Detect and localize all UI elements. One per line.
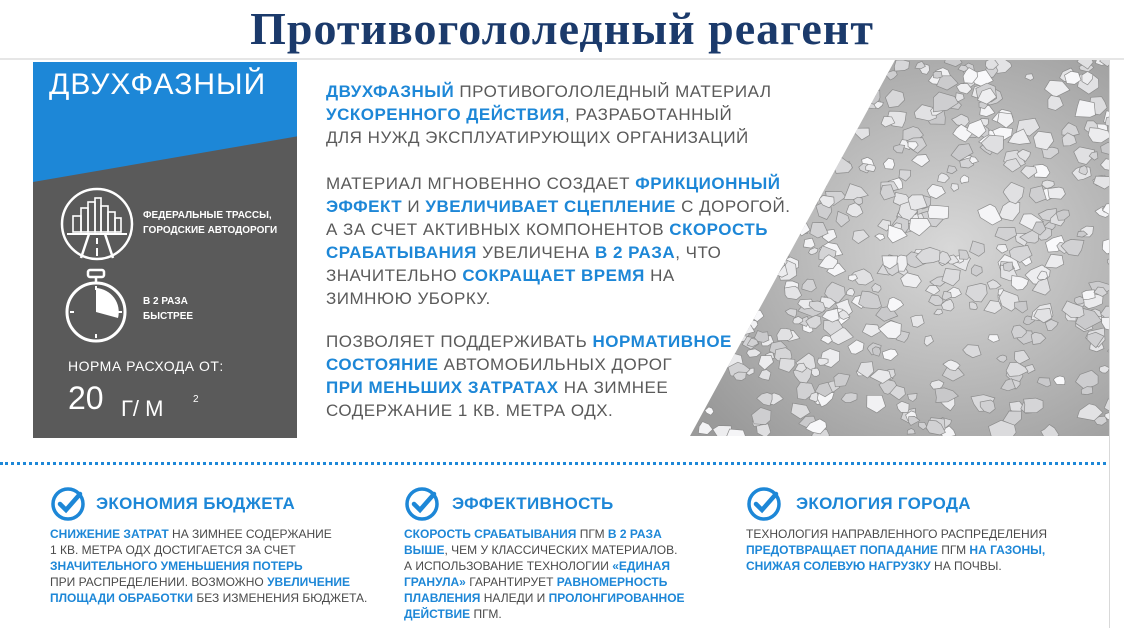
rate-unit: Г/ М — [121, 396, 164, 421]
card-label: ДВУХФАЗНЫЙ — [49, 68, 267, 101]
rate-label: НОРМА РАСХОДА ОТ: — [68, 358, 224, 374]
product-card — [33, 62, 297, 438]
efficiency-text: СКОРОСТЬ СРАБАТЫВАНИЯ ПГМ В 2 РАЗА ВЫШЕ, ЧЕМ У КЛАССИЧЕСКИХ МАТЕРИАЛОВ. А ИСПОЛЬЗОВАНИЕ ТЕХНОЛОГИИ «ЕДИНАЯ ГРАНУЛА» ГАРАНТИРУЕТ РАВНОМЕРНОСТЬ ПЛАВЛЕНИЯ НАЛЕДИ И ПРОЛОНГИРОВАННОЕ ДЕЙСТВИЕ ПГМ. — [404, 527, 685, 621]
rate-value: 20 — [68, 380, 104, 416]
cost-paragraph: ПОЗВОЛЯЕТ ПОДДЕРЖИВАТЬ НОРМАТИВНОЕ СОСТОЯНИЕ АВТОМОБИЛЬНЫХ ДОРОГ ПРИ МЕНЬШИХ ЗАТРАТАХ НА ЗИМНЕЕ СОДЕРЖАНИЕ 1 КВ. МЕТРА ОДХ. — [326, 332, 732, 420]
stopwatch-icon — [61, 268, 131, 344]
rate-unit-exponent: 2 — [193, 394, 199, 405]
feature-speed-text: В 2 РАЗА БЫСТРЕЕ — [143, 296, 194, 322]
efficiency-title: ЭФФЕКТИВНОСТЬ — [452, 494, 614, 513]
budget-text: СНИЖЕНИЕ ЗАТРАТ НА ЗИМНЕЕ СОДЕРЖАНИЕ 1 КВ. МЕТРА ОДХ ДОСТИГАЕТСЯ ЗА СЧЕТ ЗНАЧИТЕЛЬНОГО УМЕНЬШЕНИЯ ПОТЕРЬ ПРИ РАСПРЕДЕЛЕНИИ. ВОЗМОЖНО УВЕЛИЧЕНИЕ ПЛОЩАДИ ОБРАБОТКИ БЕЗ ИЗМЕНЕНИЯ БЮДЖЕТА. — [50, 527, 368, 605]
right-frame-edge — [1109, 60, 1124, 628]
city-road-icon — [59, 186, 135, 262]
effect-paragraph: МАТЕРИАЛ МГНОВЕННО СОЗДАЕТ ФРИКЦИОННЫЙ ЭФФЕКТ И УВЕЛИЧИВАЕТ СЦЕПЛЕНИЕ С ДОРОГОЙ. А ЗА СЧЕТ АКТИВНЫХ КОМПОНЕНТОВ СКОРОСТЬ СРАБАТЫВАНИЯ УВЕЛИЧЕНА В 2 РАЗА, ЧТО ЗНАЧИТЕЛЬНО СОКРАЩАЕТ ВРЕМЯ НА ЗИМНЮЮ УБОРКУ. — [326, 174, 791, 308]
check-circle-icon — [404, 486, 440, 522]
section-divider — [0, 462, 1124, 465]
ecology-text: ТЕХНОЛОГИЯ НАПРАВЛЕННОГО РАСПРЕДЕЛЕНИЯ ПРЕДОТВРАЩАЕТ ПОПАДАНИЕ ПГМ НА ГАЗОНЫ, СНИЖАЯ СОЛЕВУЮ НАГРУЗКУ НА ПОЧВЫ. — [746, 527, 1048, 573]
intro-paragraph: ДВУХФАЗНЫЙ ПРОТИВОГОЛОЛЕДНЫЙ МАТЕРИАЛ УСКОРЕННОГО ДЕЙСТВИЯ, РАЗРАБОТАННЫЙ ДЛЯ НУЖД ЭКСПЛУАТИРУЮЩИХ ОРГАНИЗАЦИЙ — [326, 82, 772, 147]
page-title: Противогололедный реагент — [250, 3, 874, 54]
ecology-title: ЭКОЛОГИЯ ГОРОДА — [796, 494, 971, 513]
check-circle-icon — [50, 486, 86, 522]
gravel-image — [690, 60, 1124, 436]
feature-roads-text: ФЕДЕРАЛЬНЫЕ ТРАССЫ, ГОРОДСКИЕ АВТОДОРОГИ — [143, 210, 278, 236]
budget-title: ЭКОНОМИЯ БЮДЖЕТА — [96, 494, 296, 513]
check-circle-icon — [746, 486, 782, 522]
